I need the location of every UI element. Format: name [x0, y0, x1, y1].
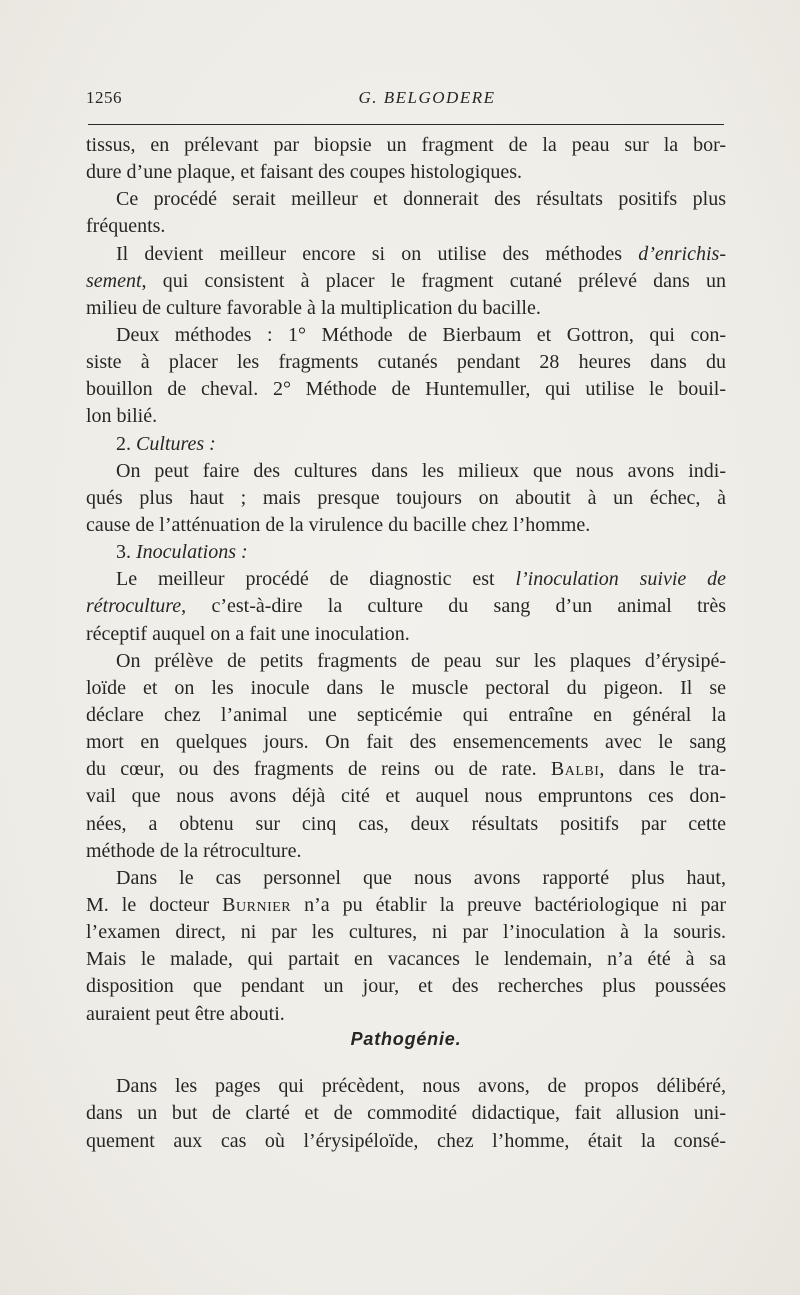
text-line: cause de l’atténuation de la virulence du bacille chez l’homme. [86, 513, 591, 536]
text-line: siste à placer les fragments cutanés pendant 28 heures dans du [86, 351, 726, 374]
text-line: méthode de la rétroculture. [86, 839, 302, 862]
text-line: rétroculture, c’est-à-dire la culture du sang d’un animal très [86, 595, 726, 618]
text-line: nées, a obtenu sur cinq cas, deux résultats positifs par cette [86, 812, 726, 835]
text-line: qués plus haut ; mais presque toujours on aboutit à un échec, à [86, 486, 726, 509]
text-line: Ce procédé serait meilleur et donnerait des résultats positifs plus [116, 188, 726, 211]
section-heading: Pathogénie. [350, 1029, 462, 1049]
text-line: l’examen direct, ni par les cultures, ni par l’inoculation à la souris. [86, 921, 726, 944]
text-line: Deux méthodes : 1° Méthode de Bierbaum et Gottron, qui con- [116, 323, 726, 346]
page-number: 1256 [86, 88, 122, 107]
text-line: dure d’une plaque, et faisant des coupes histologiques. [86, 161, 522, 184]
text-line: mort en quelques jours. On fait des ensemencements avec le sang [86, 731, 726, 754]
page-header [84, 88, 724, 112]
section-text [86, 1073, 726, 1155]
text-line: quement aux cas où l’érysipéloïde, chez l’homme, était la consé- [86, 1129, 726, 1152]
text-line: fréquents. [86, 215, 166, 238]
text-line: Le meilleur procédé de diagnostic est l’inoculation suivie de [116, 568, 726, 591]
text-line: réceptif auquel on a fait une inoculation. [86, 622, 410, 645]
text-line: milieu de culture favorable à la multiplication du bacille. [86, 296, 541, 319]
subsection-heading: 3. Inoculations : [116, 541, 248, 564]
text-line: bouillon de cheval. 2° Méthode de Huntemuller, qui utilise le bouil- [86, 378, 726, 401]
text-line: M. le docteur Burnier n’a pu établir la preuve bactériologique ni par [86, 893, 727, 916]
main-text [86, 132, 726, 1028]
author-name: Balbi [550, 758, 600, 781]
text-line: tissus, en prélevant par biopsie un fragment de la peau sur la bor- [86, 134, 726, 156]
text-line: Mais le malade, qui partait en vacances le lendemain, n’a été à sa [86, 948, 726, 971]
text-line: déclare chez l’animal une septicémie qui entraîne en général la [86, 703, 726, 726]
text-line: dans un but de clarté et de commodité didactique, fait allusion uni- [86, 1102, 726, 1125]
text-line: du cœur, ou des fragments de reins ou de rate. Balbi, dans le tra- [86, 758, 726, 781]
text-line: Il devient meilleur encore si on utilise des méthodes d’enrichis- [116, 242, 726, 265]
text-line: vail que nous avons déjà cité et auquel nous empruntons ces don- [86, 785, 726, 808]
subsection-heading: 2. Cultures : [116, 432, 216, 455]
text-line: lon bilié. [86, 405, 158, 428]
text-line: disposition que pendant un jour, et des recherches plus poussées [86, 975, 726, 998]
text-line: Dans le cas personnel que nous avons rapporté plus haut, [116, 866, 726, 889]
text-line: Dans les pages qui précèdent, nous avons, de propos délibéré, [116, 1075, 726, 1097]
header-rule [88, 124, 724, 125]
author-name: Burnier [222, 893, 292, 916]
text-line: On prélève de petits fragments de peau sur les plaques d’érysipé- [116, 649, 726, 672]
text-line: auraient peut être abouti. [86, 1002, 285, 1025]
text-line: sement, qui consistent à placer le fragment cutané prélevé dans un [86, 269, 726, 292]
text-line: loïde et on les inocule dans le muscle pectoral du pigeon. Il se [86, 676, 726, 699]
text-line: On peut faire des cultures dans les milieux que nous avons indi- [116, 459, 726, 482]
running-title: G. BELGODERE [358, 88, 496, 107]
